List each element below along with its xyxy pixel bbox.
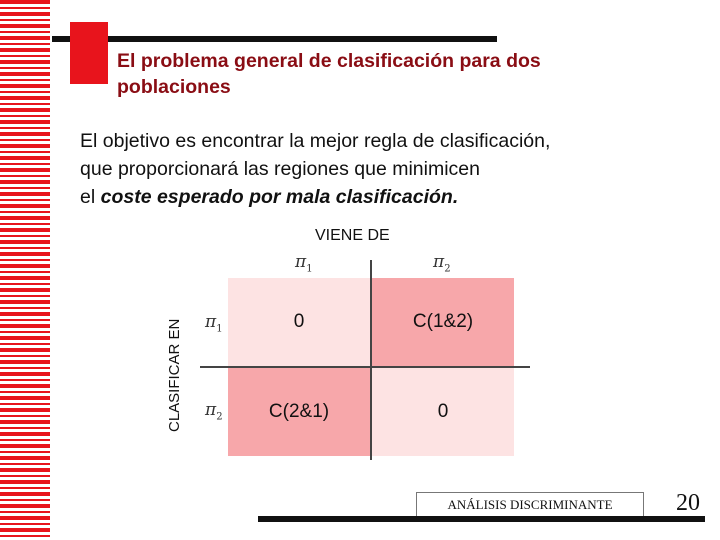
table-vertical-divider — [370, 260, 372, 460]
pi-subscript: 2 — [444, 263, 451, 275]
decorative-stripes — [0, 0, 50, 540]
pi-subscript: 1 — [216, 323, 223, 335]
col-label-pi-2 — [433, 252, 451, 274]
top-rule — [52, 36, 497, 42]
page-number: 20 — [676, 490, 700, 516]
col-label-pi-1 — [295, 252, 313, 274]
column-header: VIENE DE — [315, 227, 390, 244]
pi-symbol: π — [205, 400, 217, 420]
title-line-1: El problema general de clasificación para dos — [117, 50, 541, 72]
cell-1-2: C(1&2) — [372, 278, 514, 366]
title-accent-block — [70, 22, 108, 84]
row-label-pi-2 — [205, 400, 223, 422]
pi-symbol: π — [205, 312, 217, 332]
pi-symbol: π — [295, 252, 307, 272]
pi-symbol: π — [433, 252, 445, 272]
pi-subscript: 1 — [306, 263, 313, 275]
row-label-pi-1 — [205, 312, 223, 334]
body-line-1: El objetivo es encontrar la mejor regla de clasificación, — [80, 130, 551, 152]
bottom-rule — [258, 516, 705, 522]
row-header: CLASIFICAR EN — [166, 318, 183, 432]
body-line-3-prefix: el — [80, 186, 96, 208]
title-line-2: poblaciones — [117, 76, 231, 98]
pi-subscript: 2 — [216, 411, 223, 423]
body-line-3 — [80, 183, 700, 211]
body-paragraph — [80, 127, 700, 211]
slide-title — [117, 48, 677, 100]
cell-2-2: 0 — [372, 368, 514, 456]
footer-label: ANÁLISIS DISCRIMINANTE — [416, 492, 644, 518]
cell-2-1: C(2&1) — [228, 368, 370, 456]
table-horizontal-divider — [200, 366, 530, 368]
body-emphasis: coste esperado por mala clasificación. — [100, 186, 459, 208]
cell-1-1: 0 — [228, 278, 370, 366]
body-line-2: que proporcionará las regiones que minimicen — [80, 158, 480, 180]
